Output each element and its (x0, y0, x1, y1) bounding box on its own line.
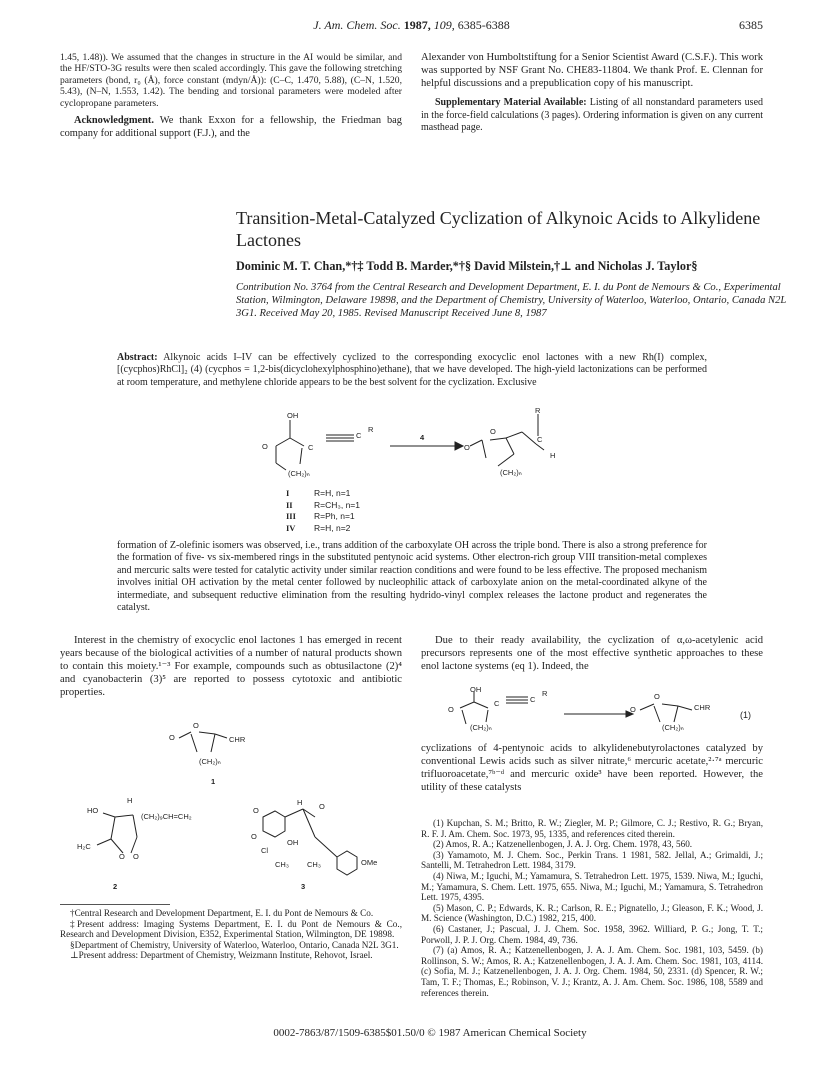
abstract-label: Abstract: (117, 352, 158, 363)
compound-item (286, 500, 360, 512)
supplementary-label: Supplementary Material Available: (435, 97, 587, 109)
footnote: ‡Present address: Imaging Systems Department, E. I. du Pont de Nemours & Co., Research and Development Division, E352, Experimental Station, Wilmington, DE 19898. (60, 918, 402, 940)
scheme-r-label: R (368, 425, 374, 434)
c2-o-label: O (119, 852, 125, 861)
abstract-part-1 (117, 352, 707, 389)
acknowledgment-label: Acknowledgment. (74, 115, 154, 127)
c3-h-label: H (297, 798, 303, 807)
reference-item: (7) (a) Amos, R. A.; Katzenellenbogen, J. A. J. Am. Chem. Soc. 1981, 103, 5459. (b) Rollinson, S. W.; Amos, R. A.; Katzenellenbogen, J. A. J. Am. Chem. Soc. 1981, 103, 4114. (c) Sofia, M. J.; Katzenellenbogen, J. A. J. Org. Chem. 1984, 50, 2331. (d) Spencer, R. W.; Tam, T. F.; Thomas, E.; Robinson, V. J.; Krantz, A. J. Am. Chem. Soc. 1986, 108, 5589 and references therein. (421, 945, 763, 998)
body-paragraph: cyclizations of 4-pentynoic acids to alkylidenebutyrolactones catalyzed by conventional Lewis acids such as silver nitrate,⁶ mercuric acetate,²·⁷ᵃ mercuric trifluoroacetate,⁷ᵇ⁻ᵈ and mercuric oxide³ have been reported. However, the utility of these catalysts (421, 743, 763, 793)
eq1-number-label: (1) (740, 710, 751, 720)
c1-ring-o-label: O (193, 721, 199, 730)
journal-citation (60, 18, 763, 33)
body-paragraph: Interest in the chemistry of exocyclic enol lactones 1 has emerged in recent years because of the biological activities of a number of natural products shown to contain this moiety.¹⁻³ For example, compounds such as obtusilactone (2)⁴ and cyanobacterin (3)⁵ are reported to possess cytotoxic and antibiotic properties. (60, 635, 402, 698)
compound-roman: I (286, 488, 290, 498)
compound-desc: R=H, n=1 (314, 488, 351, 498)
affiliation-footnotes (60, 908, 402, 961)
reference-item: (6) Castaner, J.; Pascual, J. J. Chem. Soc. 1958, 3962. Williard, P. G.; Jong, T. T.; Porwoll, J. P. J. Org. Chem. 1984, 49, 736. (421, 923, 763, 945)
c2-chain-label: (CH₂)₉CH=CH₂ (141, 812, 192, 821)
running-header (60, 18, 763, 36)
journal-pages: 6385-6388 (457, 18, 510, 32)
reference-item: (2) Amos, R. A.; Katzenellenbogen, J. A. J. Org. Chem. 1978, 43, 560. (433, 839, 693, 850)
contribution-note: Contribution No. 3764 from the Central Research and Development Department, E. I. du Pont de Nemours & Co., Experimental Station, Wilmington, Delaware 19898, and the Department of Chemistry, University of Waterloo, Waterloo, Ontario, Canada N2L 3G1. Received May 20, 1985. Revised Manuscript Received June 8, 1987 (236, 282, 787, 320)
prev-article-paragraph: 1.45, 1.48)). We assumed that the changes in structure in the AI would be similar, and the HF/STO-3G results were then scaled accordingly. This gave the following stretching parameters (bond, r₀ (Å), force constant (mdyn/Å)): (C–C, 1.470, 5.88), (C–N, 1.520, 5.43), (N–N, 1.553, 1.42). The bending and torsional parameters were modeled after cyclopropane parameters. (60, 52, 402, 109)
reference-item: (3) Yamamoto, M. J. Chem. Soc., Perkin Trans. 1 1981, 582. Jellal, A.; Grimaldi, J.; Santelli, M. Tetrahedron Lett. 1984, 3179. (421, 849, 763, 871)
c3-o-label-3: O (319, 802, 325, 811)
eq1-c-label-2: C (530, 695, 536, 704)
eq1-o-label: O (448, 705, 454, 714)
eq1-product-o-label: O (630, 705, 636, 714)
article-title: Transition-Metal-Catalyzed Cyclization of Alkynoic Acids to Alkylidene Lactones (236, 208, 761, 250)
c3-ch3-label: CH₃ (275, 860, 289, 869)
product-ch2n-label: (CH₂)ₙ (500, 468, 522, 477)
references (421, 818, 763, 998)
eq1-oh-label: OH (470, 685, 482, 694)
copyright-line: 0002-7863/87/1509-6385$01.50/0 © 1987 American Chemical Society (273, 1027, 587, 1039)
compound-item (286, 511, 360, 523)
acknowledgment-text: We thank Exxon for a fellowship, the Friedman bag company for additional support (F.J.), and the (60, 115, 402, 139)
journal-name: J. Am. Chem. Soc. (313, 18, 401, 32)
c1-ch2n-label: (CH₂)ₙ (199, 757, 221, 766)
c2-o-label-2: O (133, 852, 139, 861)
c3-number-label: 3 (301, 882, 306, 891)
c1-number-label: 1 (211, 777, 216, 786)
product-ring-o-label: O (490, 427, 496, 436)
c3-o-label: O (253, 806, 259, 815)
c3-cl-label: Cl (261, 846, 269, 855)
c1-o-label: O (169, 733, 175, 742)
catalyst-label: 4 (420, 433, 425, 442)
references-spacer (421, 814, 763, 815)
body-right-column-continued (421, 743, 763, 795)
scheme-o-label: O (262, 442, 268, 451)
footnote: ⊥Present address: Department of Chemistry, Weizmann Institute, Rehovot, Israel. (70, 950, 373, 961)
abstract-reaction-scheme (250, 408, 580, 483)
eq1-product-ring-o: O (654, 692, 660, 701)
supplementary-text: Listing of all nonstandard parameters used in the force-field calculations (3 pages). Ordering information is given on any current masthead page. (421, 97, 764, 133)
c3-oh-label: OH (287, 838, 299, 847)
scheme-c-label-2: C (356, 431, 362, 440)
c3-ome-label: OMe (361, 858, 378, 867)
c3-ch3-label-2: CH₃ (307, 860, 321, 869)
journal-year: 1987, (403, 18, 431, 32)
compound-desc: R=CH₃, n=1 (314, 499, 360, 510)
reference-item: (4) Niwa, M.; Iguchi, M.; Yamamura, S. Tetrahedron Lett. 1975, 1539. Niwa, M.; Iguchi, M.; Yamamura, S. Chem. Lett. 1975, 655. Niwa, M.; Iguchi, M.; Yamamura, S. Tetrahedron Lett. 1975, 4395. (421, 870, 763, 903)
abstract-part-2 (117, 540, 707, 614)
product-c-label: C (537, 435, 543, 444)
page-number: 6385 (739, 18, 763, 32)
c2-h-label: H (127, 796, 133, 805)
c1-chr-label: CHR (229, 735, 246, 744)
eq1-r-label: R (542, 689, 548, 698)
compound-roman: II (286, 499, 293, 510)
eq1-chr-label: CHR (694, 703, 711, 712)
c2-ho-label: HO (87, 806, 99, 815)
article-authors: Dominic M. T. Chan,*†‡ Todd B. Marder,*†§ David Milstein,†⊥ and Nicholas J. Taylor§ (236, 259, 698, 273)
compound-desc: R=Ph, n=1 (314, 511, 355, 521)
reference-item: (5) Mason, C. P.; Edwards, K. R.; Carlson, R. E.; Pignatello, J.; Gleason, F. K.; Wood, J. M. Science (Washington, D.C.) 1982, 215, 400. (421, 902, 763, 924)
compound-item (286, 523, 360, 535)
prev-article-right-column (421, 52, 763, 134)
supplementary-material (421, 97, 763, 134)
acknowledgment (60, 115, 402, 140)
journal-volume: 109, (433, 18, 455, 32)
abstract-text-2: formation of Z-olefinic isomers was observed, i.e., trans addition of the carboxylate OH across the triple bond. There is also a strong preference for the formation of five- vs six-membered rings in the substituted pentynoic acid systems. Other electron-rich group VIII transition-metal complexes and mercuric salts were tested for catalytic activity under similar reaction conditions and were found to be less effective. The proposed mechanism involves initial OH activation by the metal center followed by nucleophilic attack of carboxylate anion on the metal-coordinated alkyne of the intermediate, and subsequent reductive elimination from the resulting hydrido-vinyl complex releases the lactone product and regenerates the catalyst. (117, 540, 707, 614)
product-o-label: O (464, 443, 470, 452)
prev-article-paragraph: Alexander von Humboltstiftung for a Senior Scientist Award (C.S.F.). This work was supported by NSF Grant No. CHE83-11804. We thank Prof. E. Clennan for helpful discussions and a prepublication copy of his manuscript. (421, 52, 763, 89)
scheme-ch2n-label: (CH₂)ₙ (288, 469, 310, 478)
abstract-text-1: Alkynoic acids I–IV can be effectively cyclized to the corresponding exocyclic enol lactones with a new Rh(I) complex, [(cycphos)RhCl]₂ (4) (cycphos = 1,2-bis(dicyclohexylphosphino)ethane), that we have developed. The high-yield lactonizations can be performed at room temperature, and methylene chloride appears to be the best solvent for the cyclization. Exclusive (117, 352, 707, 388)
compound-roman: IV (286, 522, 296, 533)
footnote-rule (60, 904, 170, 905)
scheme-oh-label: OH (287, 411, 299, 420)
footnote: †Central Research and Development Department, E. I. du Pont de Nemours & Co. (70, 908, 374, 918)
body-right-column (421, 635, 763, 674)
eq1-c-label: C (494, 699, 500, 708)
compounds-2-3-structures (75, 795, 378, 895)
scheme-c-label: C (308, 443, 314, 452)
c3-o-label-2: O (251, 832, 257, 841)
compound-list (286, 488, 360, 534)
compound-item (286, 488, 360, 500)
compound-desc: R=H, n=2 (314, 522, 351, 533)
compound-1-structure (165, 718, 285, 786)
eq1-product-ch2n: (CH₂)ₙ (662, 723, 684, 732)
reference-item: (1) Kupchan, S. M.; Britto, R. W.; Ziegler, M. P.; Gilmore, C. J.; Restivo, R. G.; Bryan, R. F. J. Am. Chem. Soc. 1973, 95, 1335, and references cited therein. (421, 818, 763, 839)
equation-1-scheme (440, 685, 770, 734)
footnote: §Department of Chemistry, University of Waterloo, Waterloo, Ontario, Canada N2L 3G1. (70, 939, 399, 950)
prev-article-left-column (60, 52, 402, 140)
c2-number-label: 2 (113, 882, 118, 891)
eq1-ch2n-label: (CH₂)ₙ (470, 723, 492, 732)
product-r-label: R (535, 406, 541, 415)
compound-roman: III (286, 511, 296, 521)
body-paragraph: Due to their ready availability, the cyclization of α,ω-acetylenic acid precursors represents one of the most effective synthetic approaches to these enol lactone systems (eq 1). Indeed, the (421, 635, 763, 672)
product-h-label: H (550, 451, 556, 460)
c2-h2c-label: H₂C (77, 842, 91, 851)
body-left-column (60, 635, 402, 700)
